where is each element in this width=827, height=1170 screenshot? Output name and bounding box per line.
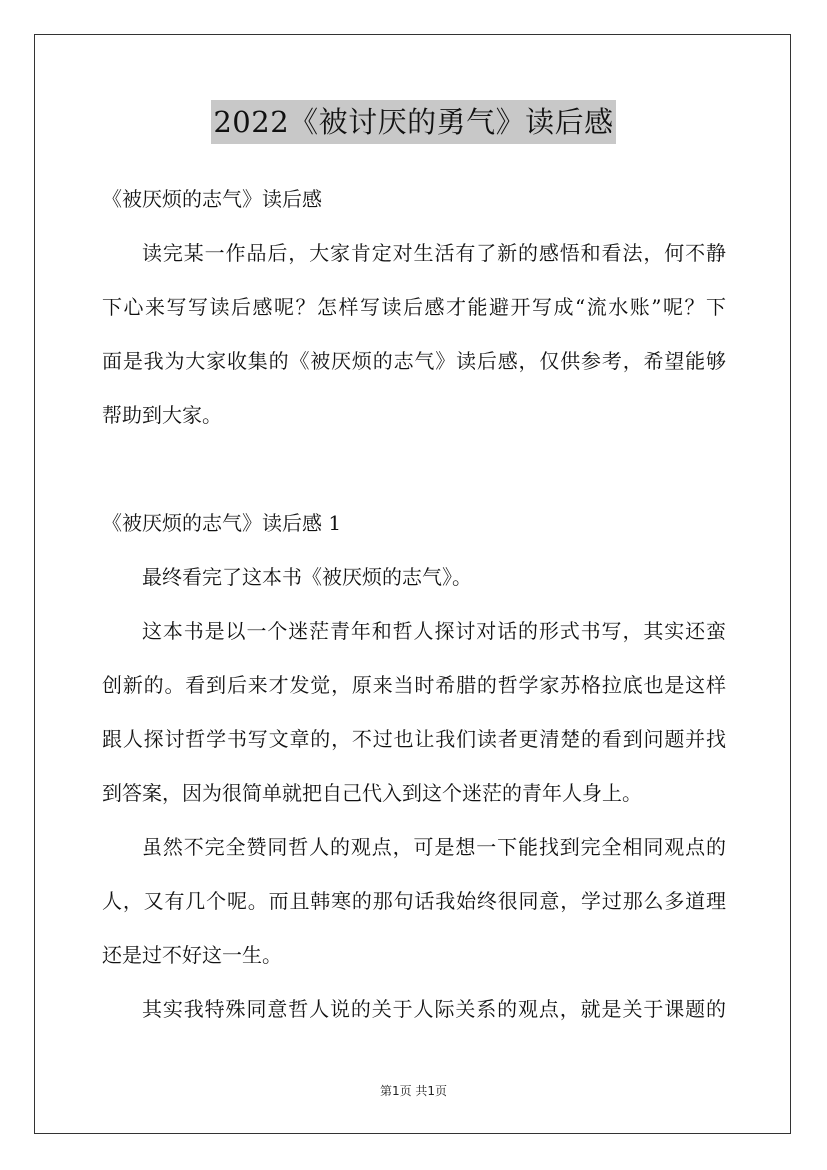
paragraph-line: 下心来写写读后感呢？怎样写读后感才能避开写成“流水账”呢？下 [102,295,726,319]
paragraph-3 [102,820,726,982]
subtitle: 《被厌烦的志气》读后感 [102,187,322,211]
paragraph-4 [102,982,726,1036]
paragraph-line: 虽然不完全赞同哲人的观点，可是想一下能找到完全相同观点的 [142,835,726,859]
paragraph-line: 帮助到大家。 [102,403,222,427]
document-body [102,172,726,1036]
paragraph-line: 人，又有几个呢。而且韩寒的那句话我始终很同意，学过那么多道理 [102,889,726,913]
paragraph-line: 这本书是以一个迷茫青年和哲人探讨对话的形式书写，其实还蛮 [142,619,726,643]
paragraph-line: 其实我特殊同意哲人说的关于人际关系的观点，就是关于课题的 [142,997,726,1021]
intro-paragraph [102,226,726,442]
paragraph-line: 读完某一作品后，大家肯定对生活有了新的感悟和看法，何不静 [142,241,726,265]
section-heading: 《被厌烦的志气》读后感 1 [102,511,342,535]
paragraph-line: 创新的。看到后来才发觉，原来当时希腊的哲学家苏格拉底也是这样 [102,673,726,697]
paragraph-line: 到答案，因为很简单就把自己代入到这个迷茫的青年人身上。 [102,781,642,805]
paragraph-line: 面是我为大家收集的《被厌烦的志气》读后感，仅供参考，希望能够 [102,349,726,373]
paragraph-2 [102,604,726,820]
paragraph-line: 跟人探讨哲学书写文章的，不过也让我们读者更清楚的看到问题并找 [102,727,726,751]
paragraph-line: 最终看完了这本书《被厌烦的志气》。 [142,565,472,589]
paragraph-line: 还是过不好这一生。 [102,943,282,967]
spacer [102,442,726,496]
document-title: 2022《被讨厌的勇气》读后感 [211,100,615,144]
title-container [0,100,827,144]
page-footer: 第1页 共1页 [379,1084,448,1098]
